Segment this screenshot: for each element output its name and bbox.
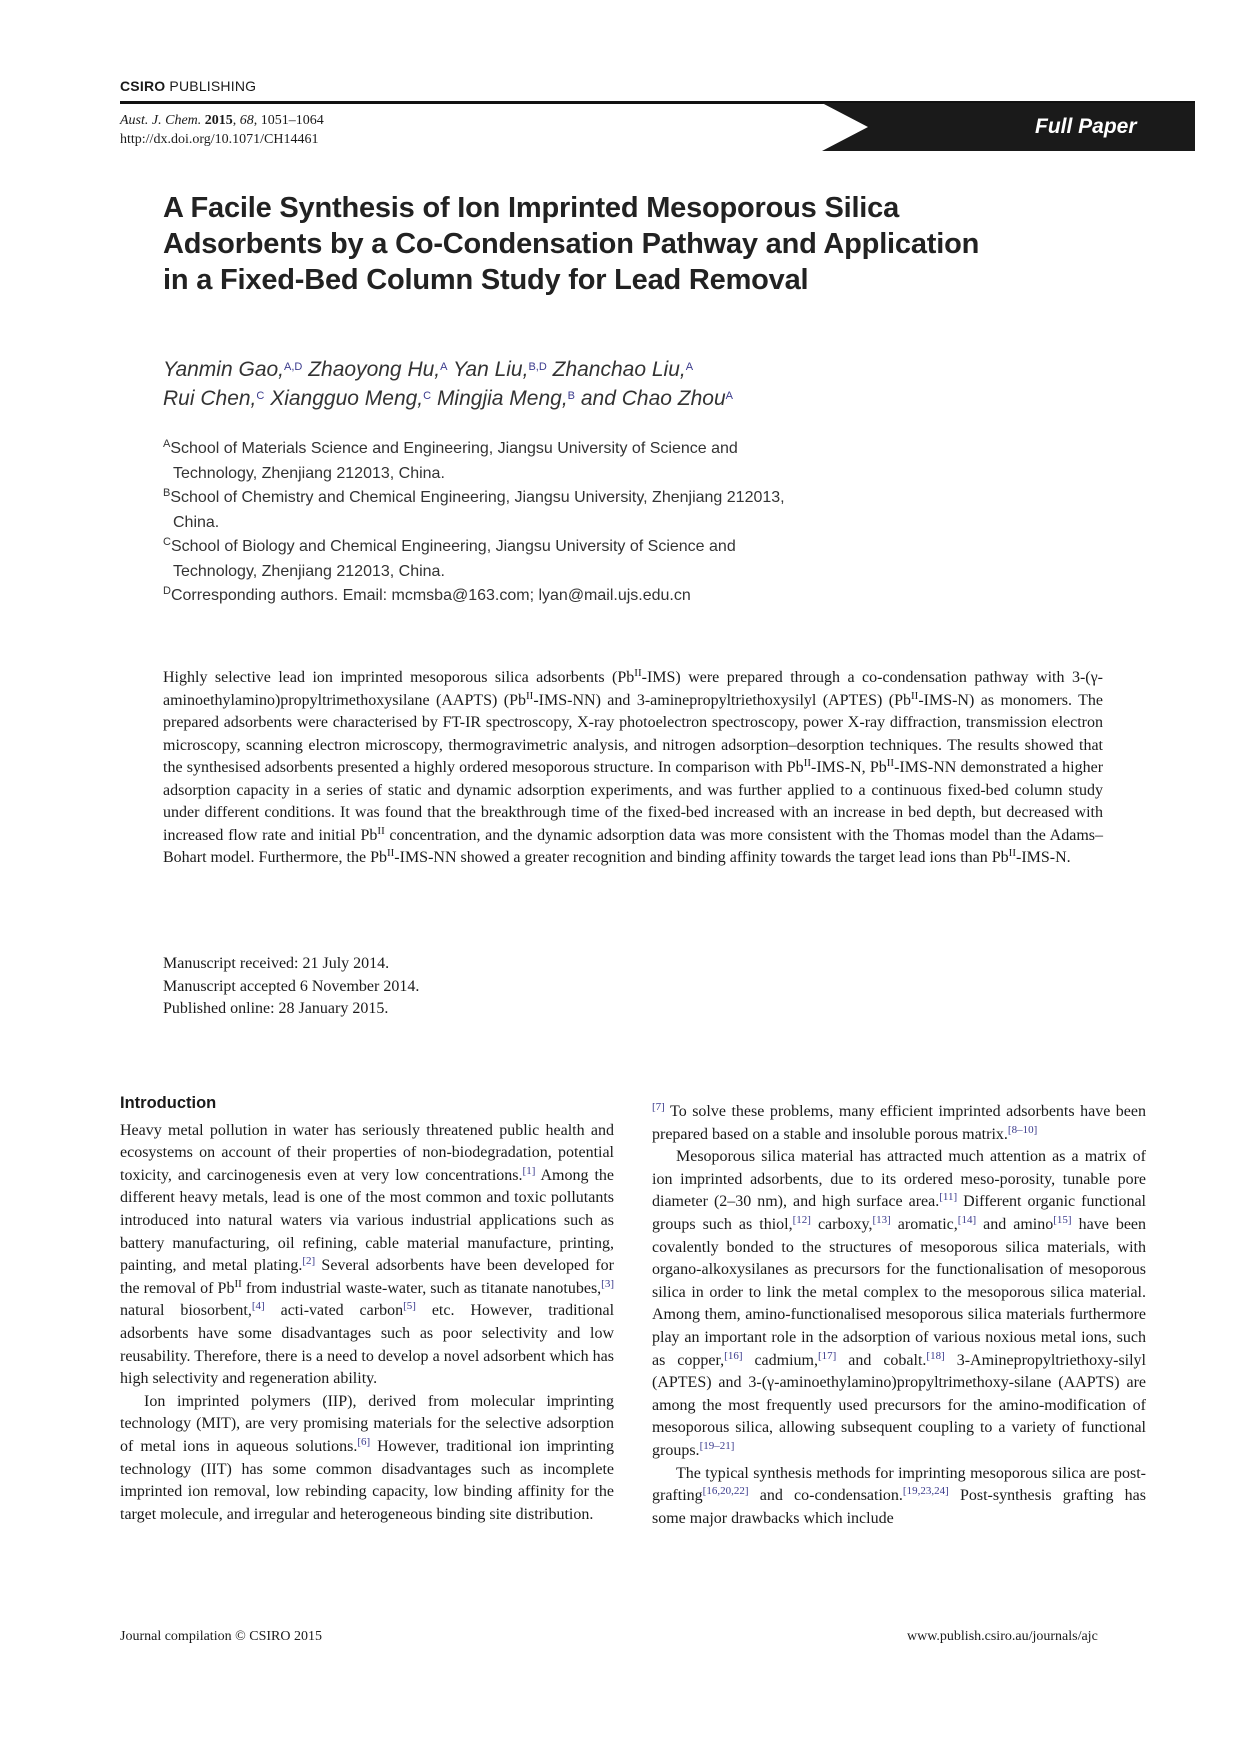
citation-link[interactable]: [5] — [403, 1300, 416, 1313]
affiliation-item-continued: China. — [173, 513, 220, 531]
author-name: Zhaoyong Hu, — [308, 358, 441, 381]
affiliation-mark: A — [440, 361, 448, 373]
paragraph: Ion imprinted polymers (IIP), derived from molecular imprinting technology (MIT), are very promising materials for the selective adsorption of metal ions in aqueous solutions.[6] However, traditional ion imprinting technology (IIT) has some common disadvantages such as incomplete imprinted ion removal, low rebinding capacity, low binding affinity for the target molecule, and irregular and heterogeneous binding site distribution. — [120, 1392, 615, 1523]
affiliation-mark: A — [685, 361, 694, 373]
citation-link[interactable]: [8–10] — [1007, 1123, 1038, 1136]
citation-link[interactable]: [15] — [1053, 1213, 1072, 1226]
affiliation-mark: A — [725, 390, 733, 402]
citation-link[interactable]: [7] — [652, 1101, 665, 1113]
date-received: Manuscript received: 21 July 2014. — [163, 955, 390, 972]
citation-link[interactable]: [13] — [872, 1213, 891, 1226]
affiliation-mark: B — [567, 390, 576, 402]
author-name: Zhanchao Liu, — [552, 358, 686, 381]
author-line — [163, 355, 963, 384]
affiliation-mark: C — [256, 390, 265, 402]
author-name: Xiangguo Meng, — [270, 387, 424, 410]
footer-copyright: Journal compilation © CSIRO 2015 — [120, 1629, 322, 1644]
corresponding-authors: $^D$Corresponding authors. Email: mcmsba@163.com; lyan@mail.ujs.edu.cn — [163, 585, 691, 604]
paragraph: The typical synthesis methods for imprinting mesoporous silica are post-grafting[16,20,22] and co-condensation.[19,23,24] Post-synthesis grafting has some major drawbacks which include — [652, 1464, 1147, 1527]
title-line: A Facile Synthesis of Ion Imprinted Mesoporous Silica — [163, 192, 900, 224]
affiliation-mark: C — [423, 390, 432, 402]
title-line: Adsorbents by a Co-Condensation Pathway and Application — [163, 228, 980, 260]
date-published: Published online: 28 January 2015. — [163, 1000, 389, 1017]
author-name: Mingjia Meng, — [436, 387, 568, 410]
paragraph: Heavy metal pollution in water has seriously threatened public health and ecosystems on account of their properties of non-biodegradation, potential toxicity, and carcinogenesis even at very low concentrations.[1] Among the different heavy metals, lead is one of the most common and toxic pollutants introduced into natural waters via various industrial applications such as battery manufacturing, oil refining, cable material manufacture, printing, painting, and metal plating.[2] Several adsorbents have been developed for the removal of $Pb^{II}$ from industrial waste-water, such as titanate nanotubes,[3] natural biosorbent,[4] acti-vated carbon[5] etc. However, traditional adsorbents have some disadvantages such as poor selectivity and low reusability. Therefore, there is a need to develop a novel adsorbent which has high selectivity and regeneration ability. — [120, 1121, 615, 1388]
paragraph: Mesoporous silica material has attracted much attention as a matrix of ion imprinted adsorbents, due to its ordered meso-porosity, tunable pore diameter (2–30 nm), and high surface area.[11] Different organic functional groups such as thiol,[12] carboxy,[13] aromatic,[14] and amino[15] have been covalently bonded to the structures of mesoporous silica materials, with organo-alkoxysilanes as precursors for the functionalisation of mesoporous silica in order to link the metal complex to the mesoporous silica material. Among them, amino-functionalised mesoporous silica materials furthermore play an important role in the adsorption of various noxious metal ions, such as copper,[16] cadmium,[17] and cobalt.[18] 3-Aminepropyltriethoxy-silyl (APTES) and 3-(γ-aminoethylamino)propyltrimethoxy-silane (AAPTS) are among the most frequently used precursors for the amino-modification of mesoporous silica, allowing subsequent coupling to a variety of functional groups.[19–21] — [652, 1148, 1147, 1459]
paper-title — [163, 190, 1063, 298]
citation-link[interactable]: [16,20,22] — [702, 1485, 749, 1498]
affiliation-item: $^C$School of Biology and Chemical Engineering, Jiangsu University of Science and — [163, 536, 736, 555]
citation-link[interactable]: [14] — [957, 1213, 977, 1226]
author-list — [163, 355, 963, 413]
citation-link[interactable]: [16] — [724, 1349, 743, 1362]
citation-line: Aust. J. Chem. 2015, 68, 1051–1064 — [120, 113, 324, 128]
citation-link[interactable]: [11] — [939, 1191, 958, 1204]
footer-journal-url[interactable]: www.publish.csiro.au/journals/ajc — [907, 1629, 1098, 1644]
citation-link[interactable]: [1] — [522, 1164, 536, 1177]
affiliation-mark: A,D — [284, 361, 303, 373]
affiliation-mark: B,D — [528, 361, 547, 373]
citation-link[interactable]: [3] — [601, 1277, 614, 1290]
article-type-label: Full Paper — [1035, 115, 1137, 138]
citation-link[interactable]: [12] — [792, 1213, 811, 1226]
doi-link[interactable]: http://dx.doi.org/10.1071/CH14461 — [120, 132, 319, 147]
author-name: Yanmin Gao, — [163, 358, 285, 381]
citation-link[interactable]: [19,23,24] — [902, 1485, 949, 1498]
affiliation-item: $^B$School of Chemistry and Chemical Engineering, Jiangsu University, Zhenjiang 212013, — [163, 487, 785, 506]
author-name: Rui Chen, — [163, 387, 257, 410]
citation-link[interactable]: [2] — [302, 1255, 316, 1268]
affiliation-item: $^A$School of Materials Science and Engineering, Jiangsu University of Science and — [163, 438, 738, 457]
paragraph-continued: [7] To solve these problems, many efficient imprinted adsorbents have been prepared based on a stable and insoluble porous matrix.[8–10] — [652, 1101, 1146, 1143]
publisher-name: CSIRO PUBLISHING — [120, 78, 257, 94]
author-name: and Chao Zhou — [580, 387, 726, 410]
author-name: Yan Liu, — [452, 358, 529, 381]
manuscript-dates — [163, 953, 419, 1021]
citation-link[interactable]: [4] — [251, 1300, 265, 1313]
affiliation-list — [163, 437, 923, 609]
citation-link[interactable]: [17] — [818, 1349, 837, 1362]
citation-link[interactable]: [6] — [357, 1435, 371, 1448]
title-line: in a Fixed-Bed Column Study for Lead Removal — [163, 264, 809, 296]
body-column-right — [652, 1101, 1146, 1530]
author-line — [163, 384, 963, 413]
affiliation-item-continued: Technology, Zhenjiang 212013, China. — [173, 562, 445, 580]
citation-link[interactable]: [18] — [926, 1349, 945, 1362]
citation-block — [120, 111, 324, 149]
section-heading: Introduction — [120, 1094, 217, 1112]
body-column-left — [120, 1092, 614, 1526]
date-accepted: Manuscript accepted 6 November 2014. — [163, 977, 420, 995]
citation-link[interactable]: [19–21] — [699, 1439, 735, 1452]
affiliation-item-continued: Technology, Zhenjiang 212013, China. — [173, 464, 445, 482]
abstract: Highly selective lead ion imprinted mesoporous silica adsorbents $(Pb^{II}-IMS)$ were prepared through a co-condensation pathway with 3-(γ-aminoethylamino)propyltrimethoxysilane (AAPTS) $(Pb^{II}-IMS-NN)$ and 3-aminepropyltriethoxysilyl (APTES) $(Pb^{II}-IMS-N)$ as monomers. The prepared adsorbents were characterised by FT-IR spectroscopy, X-ray photoelectron spectroscopy, power X-ray diffraction, transmission electron microscopy, scanning electron microscopy, thermogravimetric analysis, and nitrogen adsorption–desorption techniques. The results showed that the synthesised adsorbents presented a highly ordered mesoporous structure. In comparison with $Pb^{II}-IMS-N$, $Pb^{II}-IMS-NN$ demonstrated a higher adsorption capacity in a series of static and dynamic adsorption experiments, and was further applied to a continuous fixed-bed column study under different conditions. It was found that the breakthrough time of the fixed-bed increased with an increase in bed depth, but decreased with increased flow rate and initial $Pb^{II}$ concentration, and the dynamic adsorption data was more consistent with the Thomas model than the Adams–Bohart model. Furthermore, the $Pb^{II}-IMS-NN$ showed a greater recognition and binding affinity towards the target lead ions than $Pb^{II}-IMS-N$. — [163, 667, 1104, 866]
